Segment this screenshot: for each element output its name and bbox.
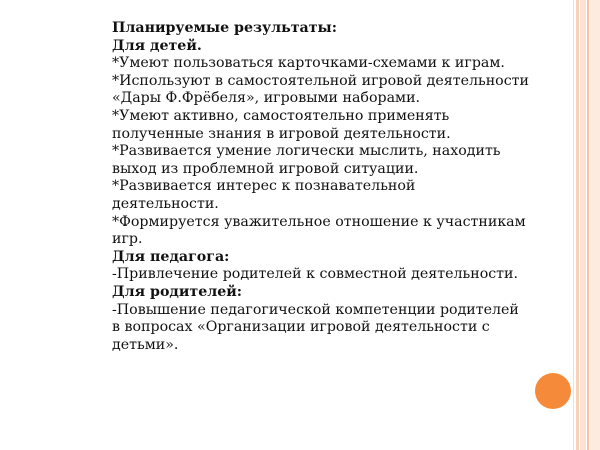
- decorative-stripe: [580, 0, 586, 450]
- text-line: деятельности.: [112, 195, 219, 212]
- text-line: *Развивается умение логически мыслить, находить: [112, 143, 501, 160]
- heading-for-teacher: Для педагога:: [112, 248, 230, 265]
- text-line: детьми».: [112, 336, 179, 353]
- heading-for-children: Для детей.: [112, 37, 202, 54]
- text-line: «Дары Ф.Фрёбеля», игровыми наборами.: [112, 90, 421, 107]
- heading-for-parents: Для родителей:: [112, 283, 243, 300]
- text-line: *Развивается интерес к познавательной: [112, 178, 416, 195]
- text-line: *Формируется уважительное отношение к участникам: [112, 213, 526, 230]
- text-line: *Используют в самостоятельной игровой деятельности: [112, 72, 529, 89]
- decorative-stripe: [587, 0, 589, 450]
- heading-planned-results: Планируемые результаты:: [112, 20, 337, 36]
- text-line: -Привлечение родителей к совместной деятельности.: [112, 266, 518, 283]
- text-line: *Умеют пользоваться карточками-схемами к играм.: [112, 55, 505, 72]
- decorative-stripe: [590, 0, 600, 450]
- text-line: игр.: [112, 231, 143, 248]
- decorative-stripe: [576, 0, 579, 450]
- text-line: полученные знания в игровой деятельности.: [112, 125, 451, 142]
- decorative-stripe: [573, 0, 574, 450]
- text-line: выход из проблемной игровой ситуации.: [112, 160, 419, 177]
- orange-circle-decoration: [535, 373, 571, 409]
- text-line: -Повышение педагогической компетенции родителей: [112, 301, 519, 318]
- slide-text-block: [112, 20, 529, 354]
- text-line: *Умеют активно, самостоятельно применять: [112, 107, 450, 124]
- text-line: в вопросах «Организации игровой деятельности с: [112, 319, 490, 336]
